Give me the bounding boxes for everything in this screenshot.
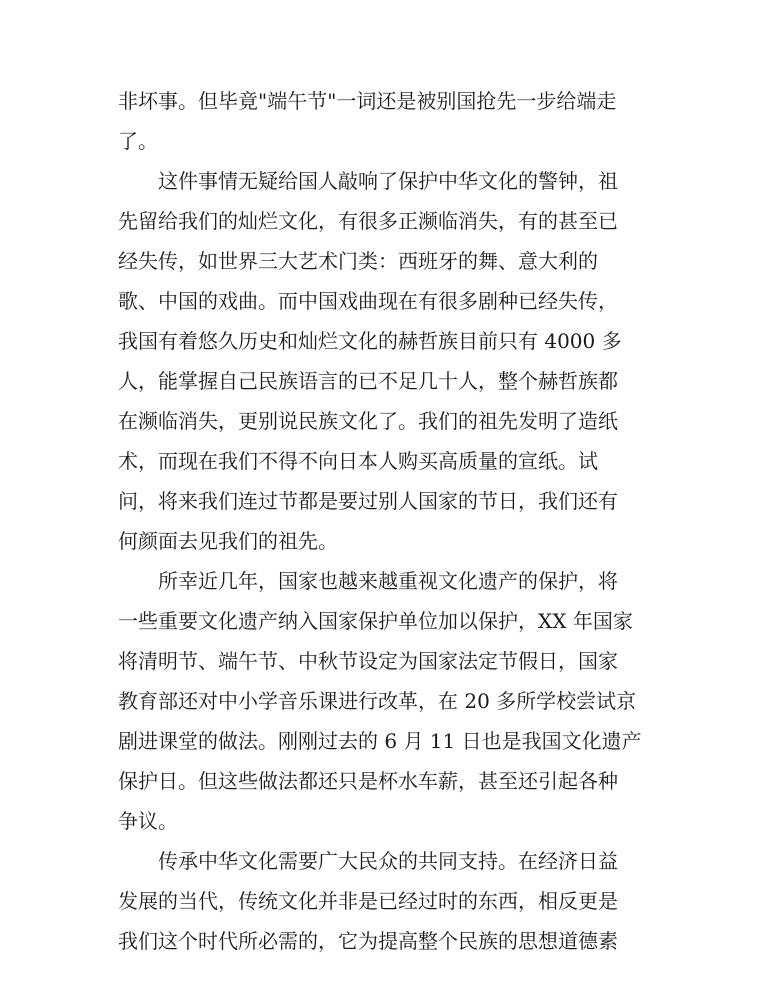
text-line: 保护日。但这些做法都还只是杯水车薪，甚至还引起各种: [118, 769, 618, 793]
text-line: 人，能掌握自己民族语言的已不足几十人，整个赫哲族都: [118, 369, 618, 393]
text-line: 我们这个时代所必需的，它为提高整个民族的思想道德素: [118, 929, 618, 953]
text-line: 一些重要文化遗产纳入国家保护单位加以保护，XX 年国家: [118, 609, 633, 633]
text-line: 问，将来我们连过节都是要过别人国家的节日，我们还有: [118, 489, 618, 513]
text-line: 经失传，如世界三大艺术门类：西班牙的舞、意大利的: [118, 249, 598, 273]
paragraph-start-line: 传承中华文化需要广大民众的共同支持。在经济日益: [158, 849, 618, 873]
text-line: 非坏事。但毕竟"端午节"一词还是被别国抢先一步给端走: [118, 89, 617, 113]
text-line: 何颜面去见我们的祖先。: [118, 529, 338, 553]
text-line: 教育部还对中小学音乐课进行改革，在 20 多所学校尝试京: [118, 689, 637, 713]
text-line: 将清明节、端午节、中秋节设定为国家法定节假日，国家: [118, 649, 618, 673]
text-line: 歌、中国的戏曲。而中国戏曲现在有很多剧种已经失传，: [118, 289, 618, 313]
text-line: 发展的当代，传统文化并非是已经过时的东西，相反更是: [118, 889, 618, 913]
text-line: 术，而现在我们不得不向日本人购买高质量的宣纸。试: [118, 449, 598, 473]
text-line: 争议。: [118, 809, 178, 833]
text-line: 先留给我们的灿烂文化，有很多正濒临消失，有的甚至已: [118, 209, 618, 233]
text-line: 了。: [118, 129, 158, 153]
text-line: 我国有着悠久历史和灿烂文化的赫哲族目前只有 4000 多: [118, 329, 622, 353]
paragraph-start-line: 这件事情无疑给国人敲响了保护中华文化的警钟，祖: [158, 169, 618, 193]
paragraph-start-line: 所幸近几年，国家也越来越重视文化遗产的保护，将: [158, 569, 618, 593]
text-line: 在濒临消失，更别说民族文化了。我们的祖先发明了造纸: [118, 409, 618, 433]
text-line: 剧进课堂的做法。刚刚过去的 6 月 11 日也是我国文化遗产: [118, 729, 642, 753]
